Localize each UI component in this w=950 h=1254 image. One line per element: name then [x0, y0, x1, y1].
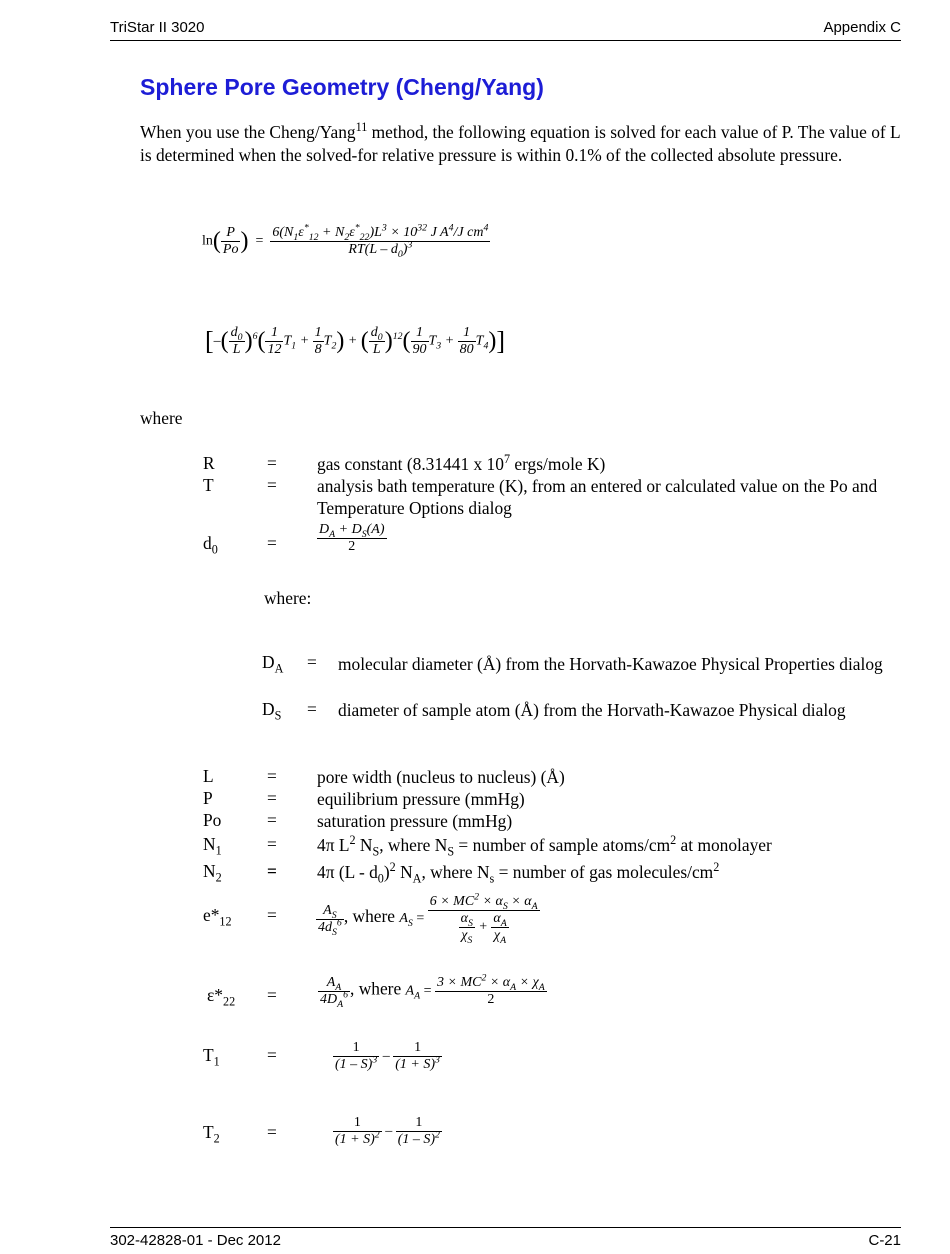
def-n2-symbol: $N_2$: [203, 861, 222, 885]
intro-ref: 11: [355, 120, 368, 135]
def-e22-eq: =: [267, 985, 277, 1005]
def-r-text: gas constant (8.31441 x $10^7$ ergs/mole K): [317, 452, 606, 474]
equation-1: ln( $\frac{P}{Po}$ ) = $\frac{6(N_1\varepsilon^*_{12} + N_2\varepsilon^*_{22})L^3 \times 10^{32} J A^4/J cm^4}{RT(L - d_0)^3}$: [202, 222, 489, 260]
intro-before: When you use the Cheng/Yang: [140, 122, 356, 142]
def-d0-fraction: $\frac{D_A + D_S(A)}{2}$: [319, 522, 385, 554]
footer-right: C-21: [868, 1232, 901, 1249]
def-e12-eq: =: [267, 905, 277, 925]
eq1-numerator: $6(N_1\varepsilon^*_{12} + N_2\varepsilon^*_{22})L^3 \times 10^{32}$ J $A^4/J$ $cm^4$: [272, 222, 489, 243]
def-n2-text: 4π $(L - d_0)^2$ $N_A$, where $N_s$ = number of gas molecules/$cm^2$: [317, 860, 720, 886]
where-sub-label: where:: [264, 588, 312, 608]
def-t1-symbol: $T_1$: [203, 1045, 220, 1069]
page-title: Sphere Pore Geometry (Cheng/Yang): [140, 74, 544, 100]
def-t-eq: =: [267, 475, 277, 495]
def-l-text: pore width (nucleus to nucleus) (Å): [317, 767, 565, 787]
def-da-eq: =: [307, 652, 317, 672]
intro-after: method, the following equation is solved for each value of P. The value of L is determined when the solved-for relative pressure is within 0.1% of the collected absolute pressure.: [140, 122, 901, 165]
def-n2-eq: =: [267, 861, 277, 881]
def-t1-eq: =: [267, 1045, 277, 1065]
intro-paragraph: [140, 121, 905, 166]
def-t2-eq: =: [267, 1122, 277, 1142]
def-t2-symbol: $T_2$: [203, 1122, 220, 1146]
def-t1-formula: $\frac{1}{(1 - S)^3}$ – $\frac{1}{(1 + S)^3}$: [335, 1040, 440, 1072]
def-da-text: molecular diameter (Å) from the Horvath-Kawazoe Physical Properties dialog: [338, 654, 883, 674]
def-p-symbol: P: [203, 788, 213, 808]
def-d0-symbol: $d_0$: [203, 533, 218, 557]
def-p-text: equilibrium pressure (mmHg): [317, 789, 525, 809]
def-r-symbol: R: [203, 453, 215, 473]
def-ds-text: diameter of sample atom (Å) from the Horvath-Kawazoe Physical dialog: [338, 700, 846, 720]
eq1-po: Po: [222, 242, 239, 257]
def-po-symbol: Po: [203, 810, 222, 830]
eq1-p: P: [221, 225, 241, 242]
def-ds-eq: =: [307, 699, 317, 719]
def-po-eq: =: [267, 810, 277, 830]
where-label: where: [140, 408, 183, 428]
def-t-symbol: T: [203, 475, 214, 495]
def-d0-eq: =: [267, 533, 277, 553]
def-e22-symbol: $\varepsilon*_{22}$: [207, 985, 236, 1009]
def-l-symbol: L: [203, 766, 214, 786]
def-t2-formula: $\frac{1}{(1 + S)^2}$ – $\frac{1}{(1 - S)^2}$: [335, 1115, 440, 1147]
def-e12-formula: $\frac{A_S}{4d_S^6}$ , where $A_S$ = $6 \times MC^2 \times \alpha_S \times \alpha_A$ $\frac{\alpha_S}{\chi_S}$ + $\frac{\alpha_A}{\chi_A}$: [318, 891, 538, 946]
eq1-denominator: $RT(L - d_0)^3$: [348, 239, 413, 260]
def-po-text: saturation pressure (mmHg): [317, 811, 513, 831]
def-ds-symbol: $D_S$: [262, 699, 282, 723]
def-r-eq: =: [267, 453, 277, 473]
header-rule: [110, 40, 901, 41]
def-e12-symbol: $e*_{12}$: [203, 905, 232, 929]
def-da-symbol: $D_A$: [262, 652, 284, 676]
def-l-eq: =: [267, 766, 277, 786]
def-n1-symbol: $N_1$: [203, 834, 222, 858]
def-t-text: analysis bath temperature (K), from an entered or calculated value on the Po and Temperature Options dialog: [317, 476, 878, 518]
footer-left: 302-42828-01 - Dec 2012: [110, 1232, 281, 1249]
footer-rule: [110, 1227, 901, 1228]
equation-2: [–( $\frac{d_0}{L}$ )$^6$( $\frac{1}{12}$ $T_1$ + $\frac{1}{8}$ $T_2$) + ( $\frac{d_0}{L}$ )$^{12}$( $\frac{1}{90}$ $T_3$ + $\frac{1}{80}$ $T_4$)]: [205, 325, 506, 357]
eq1-equals: =: [255, 233, 264, 249]
def-n1-text: 4π $L^2$ $N_S$, where $N_S$ = number of sample atoms/$cm^2$ at monolayer: [317, 833, 772, 859]
header-left: TriStar II 3020: [110, 19, 205, 36]
ln-label: ln: [202, 233, 213, 249]
def-n1-eq: =: [267, 834, 277, 854]
header-right: Appendix C: [823, 19, 901, 36]
def-e22-formula: $\frac{A_A}{4D_A^6}$ , where $A_A$ = $\frac{3 \times MC^2 \times \alpha_A \times \chi_A}{2}$: [320, 972, 545, 1010]
def-p-eq: =: [267, 788, 277, 808]
